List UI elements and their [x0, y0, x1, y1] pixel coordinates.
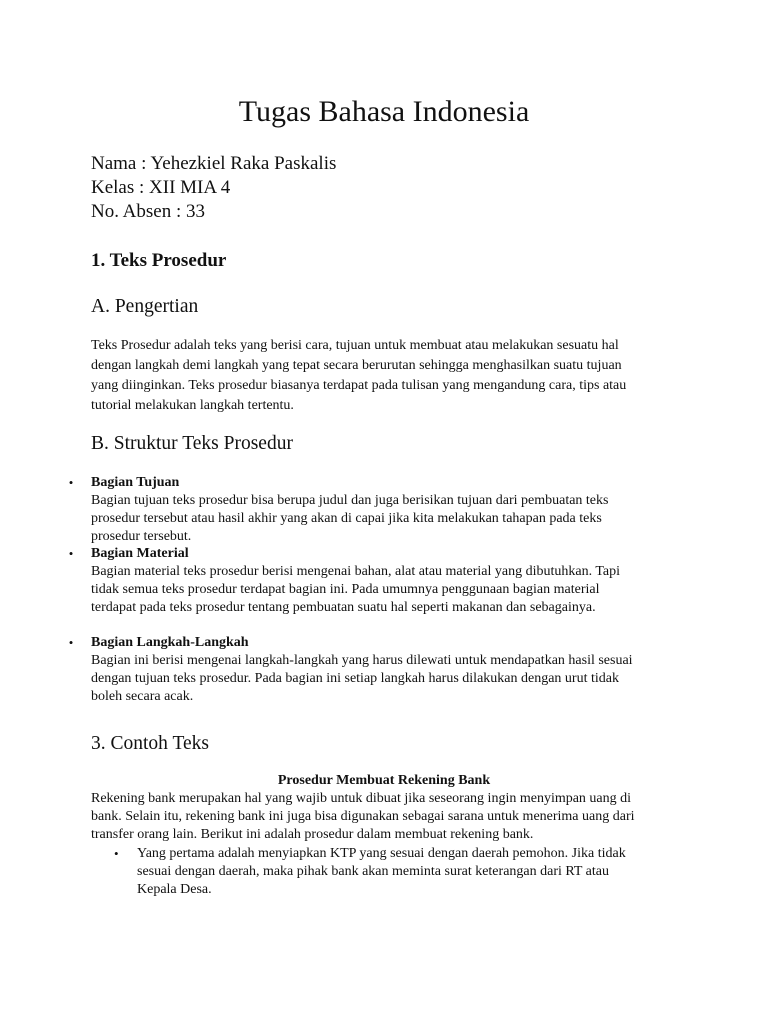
bullet-title: Bagian Langkah-Langkah [91, 635, 249, 650]
paragraph-line: transfer orang lain. Berikut ini adalah prosedur dalam membuat rekening bank. [91, 827, 534, 842]
student-identity [91, 152, 336, 224]
paragraph-line: dengan langkah demi langkah yang tepat secara berurutan sehingga menghasilkan suatu tujuan [91, 358, 622, 373]
bullet-line: boleh secara acak. [91, 689, 194, 704]
step-line: Kepala Desa. [137, 882, 212, 897]
example-intro-paragraph [91, 790, 635, 844]
subsection-b-heading: B. Struktur Teks Prosedur [91, 433, 293, 454]
student-name: Nama : Yehezkiel Raka Paskalis [91, 153, 337, 174]
section-3-heading: 3. Contoh Teks [91, 733, 209, 754]
bullet-line: Bagian ini berisi mengenai langkah-langkah yang harus dilewati untuk mendapatkan hasil sesuai [91, 653, 633, 668]
bullet-line: dengan tujuan teks prosedur. Pada bagian ini setiap langkah harus dilakukan dengan urut tidak [91, 671, 619, 686]
example-step-item [114, 845, 626, 899]
list-item-bagian-langkah [64, 634, 694, 706]
bullet-line: prosedur tersebut atau hasil akhir yang akan di capai jika kita melakukan tahapan pada teks [91, 511, 602, 526]
paragraph-line: Rekening bank merupakan hal yang wajib untuk dibuat jika seseorang ingin menyimpan uang di [91, 791, 632, 806]
bullet-title: Bagian Tujuan [91, 475, 180, 490]
bullet-icon: • [68, 475, 74, 490]
bullet-line: Bagian material teks prosedur berisi mengenai bahan, alat atau material yang dibutuhkan. Tapi [91, 564, 621, 579]
student-class: Kelas : XII MIA 4 [91, 177, 231, 198]
bullet-title: Bagian Material [91, 546, 189, 561]
bullet-line: prosedur tersebut. [91, 529, 192, 544]
paragraph-line: Teks Prosedur adalah teks yang berisi cara, tujuan untuk membuat atau melakukan sesuatu hal [91, 338, 619, 353]
bullet-icon: • [68, 546, 74, 561]
student-absen-number: No. Absen : 33 [91, 201, 205, 222]
bullet-icon: • [114, 846, 119, 861]
bullet-line: Bagian tujuan teks prosedur bisa berupa judul dan juga berisikan tujuan dari pembuatan teks [91, 493, 609, 508]
document-title: Tugas Bahasa Indonesia [238, 95, 530, 128]
list-item-bagian-tujuan [64, 474, 694, 546]
example-title: Prosedur Membuat Rekening Bank [277, 773, 491, 788]
bullet-line: tidak semua teks prosedur terdapat bagian ini. Pada umumnya penggunaan bagian material [91, 582, 600, 597]
pengertian-paragraph [91, 336, 691, 416]
bullet-line: terdapat pada teks prosedur tentang pembuatan suatu hal seperti makanan dan sebagainya. [91, 600, 596, 615]
paragraph-line: tutorial melakukan langkah tertentu. [91, 398, 294, 413]
list-item-bagian-material [64, 545, 694, 617]
subsection-a-heading: A. Pengertian [91, 296, 199, 317]
section-1-heading: 1. Teks Prosedur [91, 250, 227, 271]
step-line: sesuai dengan daerah, maka pihak bank akan meminta surat keterangan dari RT atau [137, 864, 609, 879]
bullet-icon: • [68, 635, 74, 650]
paragraph-line: yang diinginkan. Teks prosedur biasanya terdapat pada tulisan yang mengandung cara, tips atau [91, 378, 627, 393]
paragraph-line: bank. Selain itu, rekening bank ini juga bisa digunakan sebagai sarana untuk menerima uang dari [91, 809, 635, 824]
step-line: Yang pertama adalah menyiapkan KTP yang sesuai dengan daerah pemohon. Jika tidak [137, 846, 626, 861]
